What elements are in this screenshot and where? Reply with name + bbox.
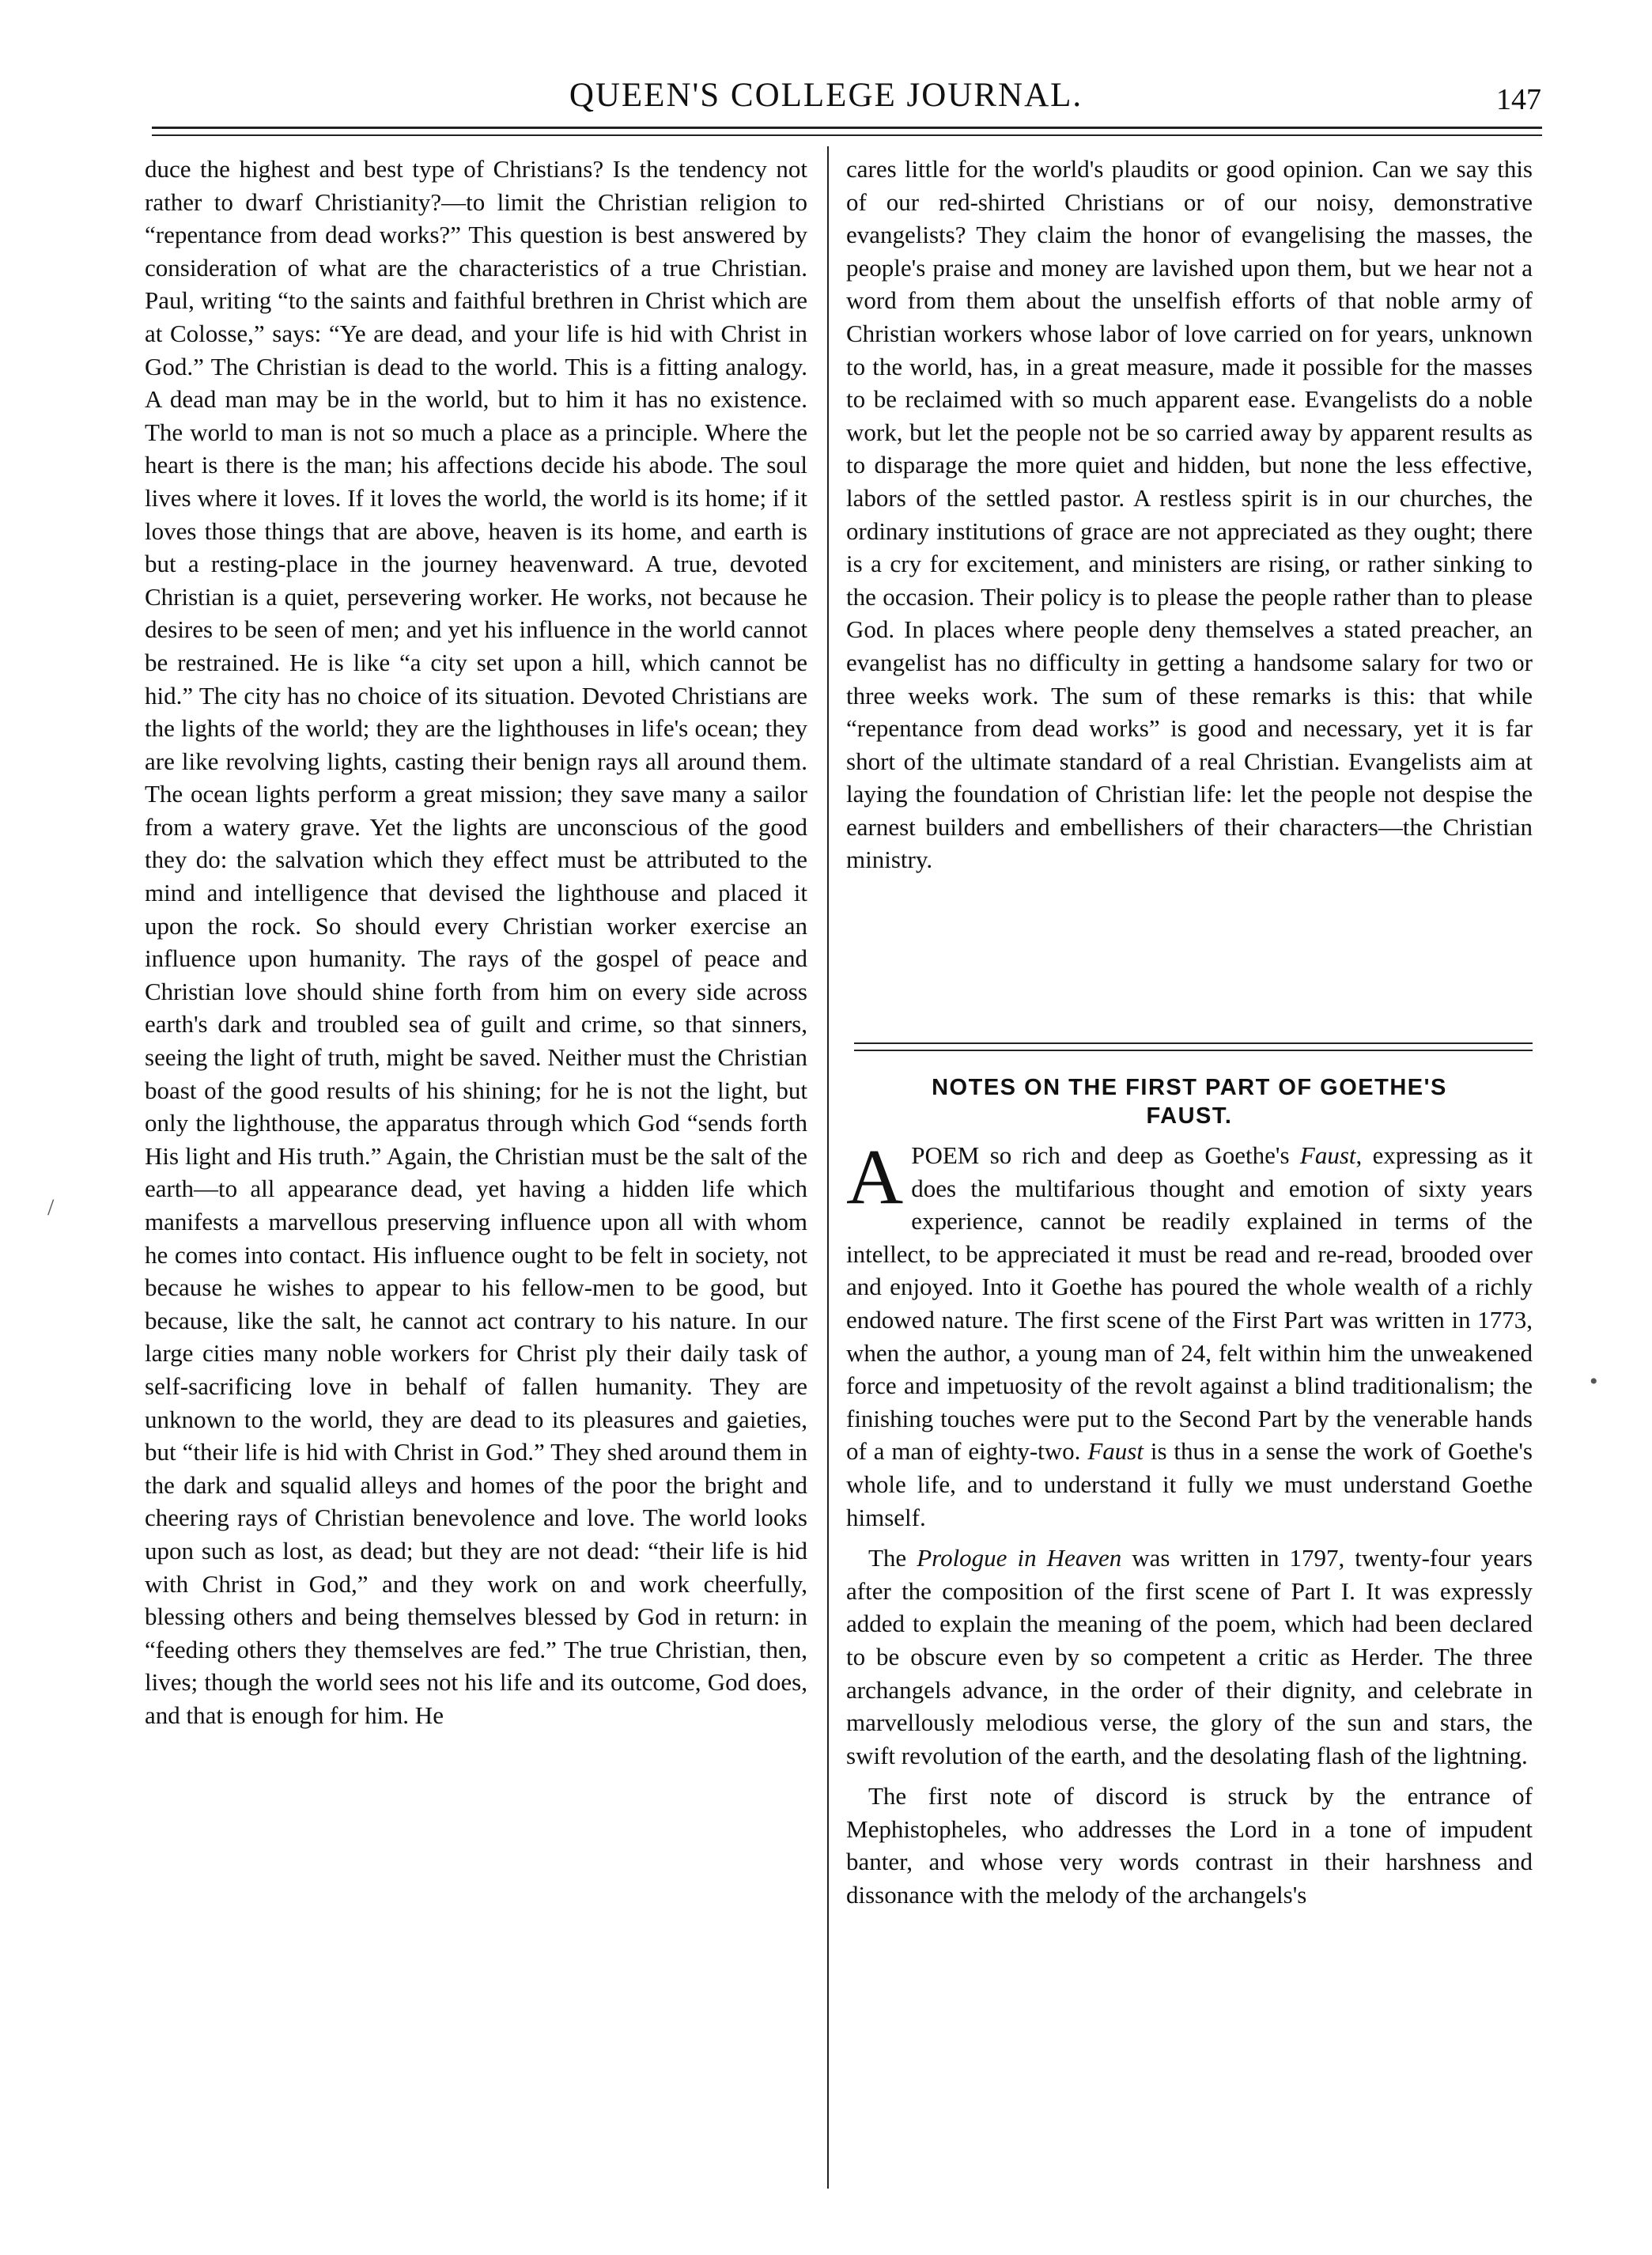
article-paragraph-1: APOEM so rich and deep as Goethe's Faust, expressing as it does the multifarious thought and emotion of sixty years experience, cannot be readily explained in terms of the intellect, to be appreciated it must be read and re-read, brooded over and enjoyed. Into it Goethe has poured the whole wealth of a richly endowed nature. The first scene of the First Part was written in 1773, when the author, a young man of 24, felt within him the unweakened force and impetuosity of the revolt against a blind traditionalism; the finishing touches were put to the Second Part by the venerable hands of a man of eighty-two. Faust is thus in a sense the work of Goethe's whole life, and to understand it fully we must understand Goethe himself. [846, 1133, 1533, 1531]
article-title-line-1: NOTES ON THE FIRST PART OF GOETHE'S [932, 1075, 1447, 1100]
margin-mark: / [47, 1194, 55, 1220]
journal-title: QUEEN'S COLLEGE JOURNAL. [569, 77, 1083, 114]
left-column-text: duce the highest and best type of Christians? Is the tendency not rather to dwarf Christianity?—to limit the Christian religion to “repentance from dead works?” This question is best answered by consideration of what are the characteristics of a true Christian. Paul, writing “to the saints and faithful brethren in Christ which are at Colosse,” says: “Ye are dead, and your life is hid with Christ in God.” The Christian is dead to the world. This is a fitting analogy. A dead man may be in the world, but to him it has no existence. The world to man is not so much a place as a principle. Where the heart is there is the man; his affections decide his abode. The soul lives where it loves. If it loves the world, the world is its home; if it loves those things that are above, heaven is its home, and earth is but a resting-place in the journey heavenward. A true, devoted Christian is a quiet, persevering worker. He works, not because he desires to be seen of men; and yet his influence in the world cannot be restrained. He is like “a city set upon a hill, which cannot be hid.” The city has no choice of its situation. Devoted Christians are the lights of the world; they are the lighthouses in life's ocean; they are like revolving lights, casting their benign rays all around them. The ocean lights perform a great mission; they save many a sailor from a watery grave. Yet the lights are unconscious of the good they do: the salvation which they effect must be attributed to the mind and intelligence that devised the lighthouse and placed it upon the rock. So should every Christian worker exercise an influence upon humanity. The rays of the gospel of peace and Christian love should shine forth from him on every side across earth's dark and troubled sea of guilt and crime, so that sinners, seeing the light of truth, might be saved. Neither must the Christian boast of the good results of his shining; for he is not the light, but only the lighthouse, the apparatus through which God “sends forth His light and His truth.” Again, the Christian must be the salt of the earth—to all appearance dead, yet having a hidden life which manifests a marvellous preserving influence upon all with whom he comes into contact. His influence ought to be felt in society, not because he wishes to appear to his fellow-men to be good, but because, like the salt, he cannot act contrary to his nature. In our large cities many noble workers for Christ ply their daily task of self-sacrificing love in behalf of fallen humanity. They are unknown to the world, they are dead to its pleasures and gaieties, but “their life is hid with Christ in God.” They shed around them in the dark and squalid alleys and homes of the poor the bright and cheering rays of Christian benevolence and love. The world looks upon such as lost, as dead; but they are not dead: “their life is hid with Christ in God,” and they work on and work cheerfully, blessing others and being themselves blessed by God in return: in “feeding others they themselves are fed.” The true Christian, then, lives; though the world sees not his life and its outcome, God does, and that is enough for him. He [145, 155, 807, 1729]
page-number: 147 [1496, 83, 1541, 116]
right-column-continuation [846, 153, 1533, 876]
section-separator [854, 1042, 1533, 1044]
column-divider [827, 146, 829, 2189]
section-separator-secondary [854, 1050, 1533, 1051]
article-paragraph-2: The Prologue in Heaven was written in 1797, twenty-four years after the composition of the first scene of Part I. It was expressly added to explain the meaning of the poem, which had been declared to be obscure even by so competent a critic as Herder. The three archangels advance, in the order of their dignity, and celebrate in marvellously melodious verse, the glory of the sun and stars, the swift revolution of the earth, and the desolating flash of the lightning. [846, 1544, 1533, 1769]
header-rule-secondary [152, 134, 1542, 136]
work-title: Faust [1087, 1437, 1144, 1466]
continuation-text: cares little for the world's plaudits or good opinion. Can we say this of our red-shirted Christians or of our noisy, demonstrative evangelists? They claim the honor of evangelising the masses, the people's praise and money are lavished upon them, but we hear not a word from them about the unselfish efforts of that noble army of Christian workers whose labor of love carried on for years, unknown to the world, has, in a great measure, made it possible for the masses to be reclaimed with so much apparent ease. Evangelists do a noble work, but let the people not be so carried away by apparent results as to disparage the more quiet and hidden, but none the less effective, labors of the settled pastor. A restless spirit is in our churches, the ordinary institutions of grace are not appreciated as they ought; there is a cry for excitement, and ministers are rising, or rather sinking to the occasion. Their policy is to please the people rather than to please God. In places where people deny themselves a stated preacher, an evangelist has no difficulty in getting a handsome salary for two or three weeks work. The sum of these remarks is this: that while “repentance from dead works” is good and necessary, yet it is far short of the ultimate standard of a real Christian. Evangelists aim at laying the foundation of Christian life: let the people not despise the earnest builders and embellishers of their characters—the Christian ministry. [846, 155, 1533, 874]
work-title: Prologue in Heaven [917, 1544, 1122, 1572]
drop-cap: A [846, 1133, 904, 1220]
article-paragraph-3: The first note of discord is struck by the entrance of Mephistopheles, who addresses the Lord in a tone of impudent banter, and whose very words contrast in their harshness and dissonance with the melody of the archangels's [846, 1782, 1533, 1909]
header-rule [152, 127, 1542, 129]
margin-mark: • [1590, 1368, 1598, 1394]
left-column [145, 153, 807, 1732]
article-title [846, 1073, 1533, 1130]
article-body [846, 1133, 1533, 1912]
article-title-line-2: FAUST. [1146, 1103, 1233, 1129]
work-title: Faust [1299, 1141, 1356, 1169]
